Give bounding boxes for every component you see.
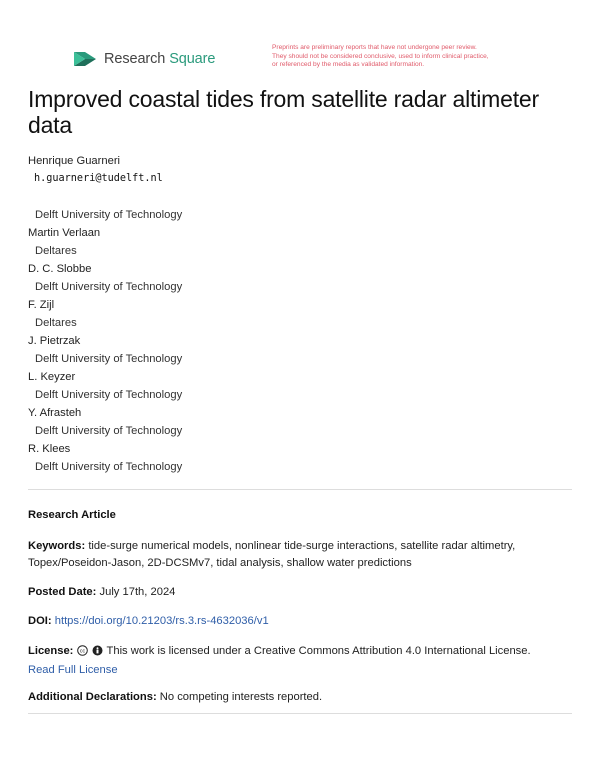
page-header [70,44,570,78]
doi-label: DOI: [28,615,52,627]
posted-date [28,584,568,601]
logo-wordmark: Research Square [104,51,216,67]
disclaimer-line: They should not be considered conclusive, used to inform clinical practice, [272,52,489,60]
preprint-disclaimer [272,44,542,70]
creative-commons-icon [77,645,88,662]
author-affiliation: Delft University of Technology [35,353,183,365]
author-email[interactable]: h.guarneri@tudelft.nl [34,173,163,184]
author-affiliation: Delft University of Technology [35,461,183,473]
paper-title: Improved coastal tides from satellite radar altimeter data [28,86,539,138]
disclaimer-line: Preprints are preliminary reports that have not undergone peer review. [272,44,477,51]
posted-date-value: July 17th, 2024 [99,586,176,598]
additional-declarations [28,689,568,706]
license-label: License: [28,645,74,657]
author-list [28,152,568,476]
author-name: Martin Verlaan [28,227,101,239]
read-full-license-link[interactable]: Read Full License [28,663,118,676]
author-affiliation: Deltares [35,317,77,329]
author-name: R. Klees [28,443,71,455]
keywords-value: tide-surge numerical models, nonlinear tide-surge interactions, satellite radar altimetry, Topex/Poseidon-Jason, 2D-DCSMv7, tidal analysis, shallow water predictions [28,540,516,569]
author-affiliation: Delft University of Technology [35,281,183,293]
author-affiliation: Delft University of Technology [35,209,183,221]
posted-date-label: Posted Date: [28,586,97,598]
section-divider [28,489,572,490]
declarations-label: Additional Declarations: [28,691,157,703]
author-affiliation: Delft University of Technology [35,389,183,401]
author-name: Henrique Guarneri [28,155,121,167]
author-name: D. C. Slobbe [28,263,92,275]
declarations-value: No competing interests reported. [159,691,323,703]
author-affiliation: Delft University of Technology [35,425,183,437]
research-square-logo[interactable] [70,48,215,70]
doi [28,613,568,630]
license [28,643,568,678]
license-text: This work is licensed under a Creative Commons Attribution 4.0 International License. [106,645,531,657]
article-type: Research Article [28,509,116,521]
keywords [28,538,568,571]
keywords-label: Keywords: [28,540,86,552]
research-square-logo-icon [70,48,100,70]
author-affiliation: Deltares [35,245,77,257]
section-divider [28,713,572,714]
author-name: F. Zijl [28,299,55,311]
svg-text:cc: cc [79,648,85,655]
author-name: J. Pietrzak [28,335,81,347]
attribution-icon [92,645,103,662]
author-name: Y. Afrasteh [28,407,82,419]
doi-link[interactable]: https://doi.org/10.21203/rs.3.rs-4632036/v1 [54,615,269,627]
disclaimer-line: or referenced by the media as validated information. [272,61,425,69]
author-name: L. Keyzer [28,371,76,383]
